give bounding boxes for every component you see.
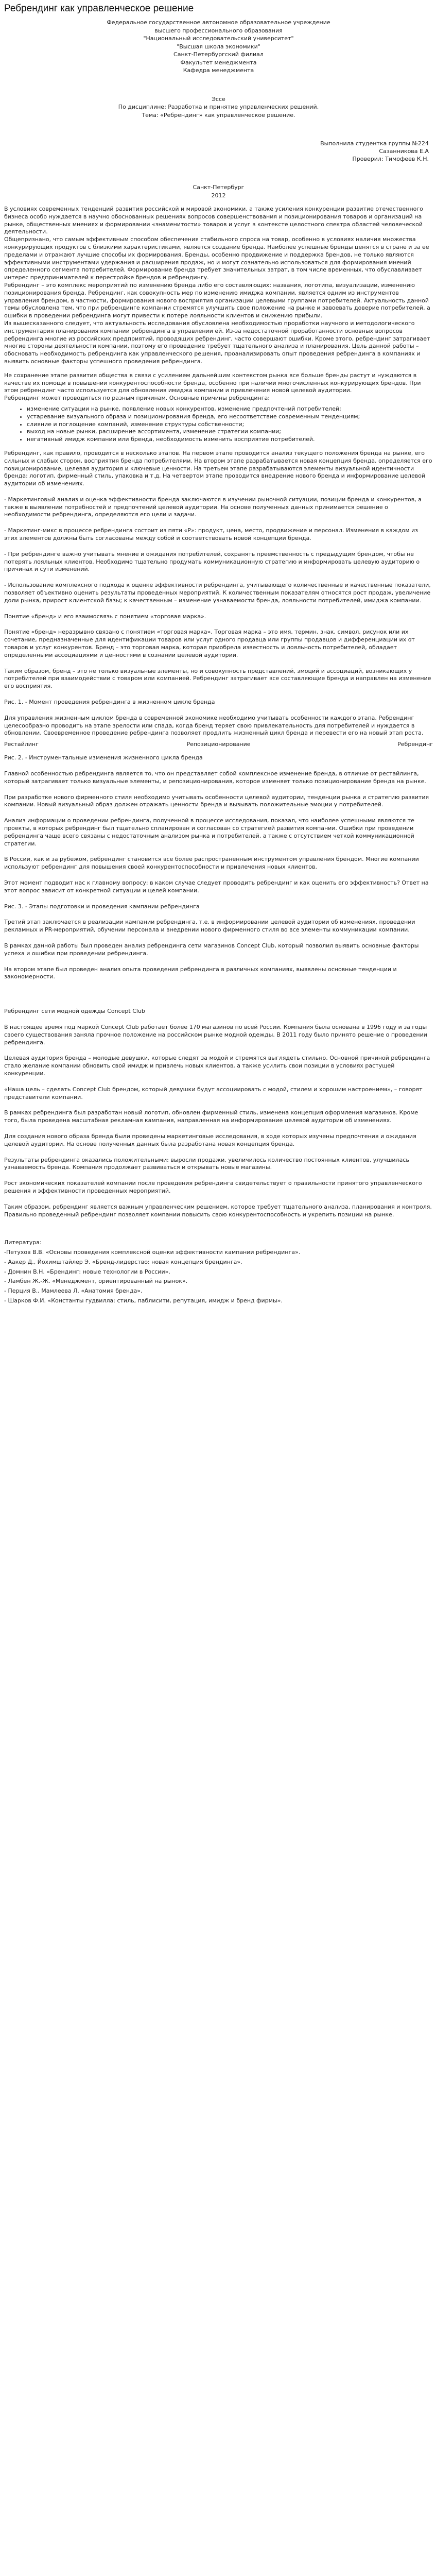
header-line: "Высшая школа экономики" xyxy=(177,43,260,50)
reference-item: - Ламбен Ж.-Ж. «Менеджмент, ориентированный на рынок». xyxy=(4,1278,188,1285)
essay-heading xyxy=(4,95,433,120)
paragraph: Целевая аудитория бренда – молодые девушки, которые следят за модой и стремятся выглядеть стильно. Основной причиной ребрендинга стало желание компании обновить свой имидж и привлечь новых клиентов, а также усилить свои позиции в условиях растущей конкуренции. xyxy=(4,1055,430,1077)
topic: Тема: «Ребрендинг» как управленческое решение. xyxy=(142,111,295,118)
header-line: Факультет менеджмента xyxy=(180,59,257,66)
city-year xyxy=(4,183,433,199)
figure-caption: Рис. 3. - Этапы подготовки и проведения кампании ребрендинга xyxy=(4,903,200,910)
header-line: Кафедра менеджмента xyxy=(183,67,254,74)
paragraph: Результаты ребрендинга оказались положительными: выросли продажи, увеличилось количество постоянных клиентов, улучшилась узнаваемость бренда. Компания продолжает развиваться и открывать новые магазины. xyxy=(4,1156,409,1171)
paragraph: - Использование комплексного подхода к оценке эффективности ребрендинга, учитывающего количественные и качественные показатели, позволяет объективно оценить результаты проведенных мероприятий. К количественным показателям относятся рост продаж, увеличение доли рынка, прирост клиентской базы; к качественным – изменение узнаваемости бренда, лояльности потребителей, имиджа компании. xyxy=(4,582,431,604)
header-line: Санкт-Петербургский филиал xyxy=(173,51,264,58)
main-section xyxy=(4,450,433,737)
list-item: • изменение ситуации на рынке, появление новых конкурентов, изменение предпочтений потребителей; xyxy=(27,405,433,413)
stages-table-header xyxy=(4,740,433,748)
author-line: Сазанникова Е.А xyxy=(379,148,429,155)
section-heading: Понятие «бренд» и его взаимосвязь с понятием «торговая марка». xyxy=(4,613,206,620)
paragraph: Третий этап заключается в реализации кампании ребрендинга, т.е. в информировании целевой аудитории об изменениях, проведении рекламных и PR-мероприятий, обучении персонала и внедрении нового фирменного стиля во все элементы коммуникации компании. xyxy=(4,919,415,934)
paragraph: Для управления жизненным циклом бренда в современной экономике необходимо учитывать особенности каждого этапа. Ребрендинг целесообразно проводить на этапе зрелости или спада, когда бренд теряет свою привлекательность для потребителей и нуждается в обновлении. Своевременное проведение ребрендинга позволяет продлить жизненный цикл бренда и перевести его на новый этап роста. xyxy=(4,714,424,737)
header-line: Федеральное государственное автономное образовательное учреждение xyxy=(107,19,330,26)
figure-caption: Рис. 2. - Инструментальные изменения жизненного цикла бренда xyxy=(4,754,203,761)
paragraph: Таким образом, бренд – это не только визуальные элементы, но и совокупность представлений, эмоций и ассоциаций, возникающих у потребителей при взаимодействии с товаром или компанией. Ребрендинг затрагивает все составляющие бренда и направлен на изменение его восприятия. xyxy=(4,667,431,690)
paragraph: В рамках ребрендинга был разработан новый логотип, обновлен фирменный стиль, изменена концепция оформления магазинов. Кроме того, была проведена масштабная рекламная кампания, направленная на информирование целевой аудитории об изменениях. xyxy=(4,1109,418,1124)
paragraph: Из вышесказанного следует, что актуальность исследования обусловлена необходимостью проработки научного и методологического инструментария планирования компании ребрендинга в управлении ей. Из-за недостаточной проработанности основных вопросов ребрендинга многие из российских предприятий, проводящих ребрендинг, часто совершают ошибки. Кроме этого, ребрендинг затрагивает многие стороны деятельности компании, поэтому его проведение требует тщательного анализа и планирования. Цель данной работы – обосновать необходимость ребрендинга как управленческого решения, проанализировать опыт проведения ребрендинга в компаниях и выявить основные факторы успешного проведения ребрендинга. xyxy=(4,319,430,365)
institution-header xyxy=(4,19,433,75)
paragraph: Для создания нового образа бренда были проведены маркетинговые исследования, в ходе которых изучены предпочтения и ожидания целевой аудитории. На основе полученных данных была разработана новая концепция бренда. xyxy=(4,1132,416,1147)
paragraph: Не сохранение этапе развития общества в связи с усилением дальнейшим контекстом рынка все больше бренды растут и нуждаются в качестве их помощи в повышении конкурентоспособности бренда, особенно при наличии многочисленных конкурирующих брендов. При этом ребрендинг часто используется для обновления имиджа компании и привлечения новой целевой аудитории. xyxy=(4,371,421,394)
paragraph: - Маркетинговый анализ и оценка эффективности бренда заключаются в изучении рыночной ситуации, позиции бренда и конкурентов, а также в выявлении потребностей и предпочтений целевой аудитории. На основе полученных данных принимается решение о необходимости ребрендинга, определяются его цели и задачи. xyxy=(4,496,422,518)
references-heading: Литература: xyxy=(4,1239,42,1246)
paragraph: При разработке нового фирменного стиля необходимо учитывать особенности целевой аудитории, тенденции рынка и стратегию развития компании. Новый визуальный образ должен отражать ценности бренда и вызывать положительные эмоции у потребителей. xyxy=(4,793,429,808)
paragraph: Рост экономических показателей компании после проведения ребрендинга свидетельствует о правильности принятого управленческого решения и эффективности проведенных мероприятий. xyxy=(4,1180,422,1194)
references-section xyxy=(4,1239,433,1305)
paragraph: - При ребрендинге важно учитывать мнение и ожидания потребителей, сохранять преемственность с предыдущим брендом, чтобы не потерять лояльных клиентов. Необходимо тщательно продумать коммуникационную стратегию и информировать целевую аудиторию о причинах и сути изменений. xyxy=(4,550,420,573)
paragraph: «Наша цель – сделать Concept Club брендом, который девушки будут ассоциировать с модой, стилем и хорошим настроением», – говорят представители компании. xyxy=(4,1086,423,1100)
paragraph: Ребрендинг может проводиться по разным причинам. Основные причины ребрендинга: xyxy=(4,395,270,402)
paragraph: Главной особенностью ребрендинга является то, что он представляет собой комплексное изменение бренда, в отличие от рестайлинга, который затрагивает только визуальные элементы, и репозиционирования, которое изменяет только позиционирование бренда на рынке. xyxy=(4,770,426,785)
paragraph: В условиях современных тенденций развития российской и мировой экономики, а также усиления конкуренции развитие отечественного бизнеса особо нуждается в научно обоснованных решениях вопросов совершенствования и позиционирования товаров и организаций на рынке, общественных мнениях и формировании «знаменитости» товаров и услуг в контексте целостного спектра областей человеческой деятельности. xyxy=(4,206,423,235)
paragraph: Этот момент подводит нас к главному вопросу: в каком случае следует проводить ребрендинг и как оценить его эффективность? Ответ на этот вопрос зависит от конкретной ситуации и целей компании. xyxy=(4,879,429,894)
paragraph: Ребрендинг, как правило, проводится в несколько этапов. На первом этапе проводится анализ текущего положения бренда на рынке, его сильных и слабых сторон, восприятия бренда потребителями. На втором этапе разрабатывается новая концепция бренда, определяется его позиционирование, целевая аудитория и ключевые ценности. На третьем этапе разрабатываются элементы визуальной идентичности бренда: логотип, фирменный стиль, упаковка и т.д. На четвертом этапе проводится внедрение нового бренда и информирование целевой аудитории об изменениях. xyxy=(4,449,432,487)
table-header-cell: Ребрендинг xyxy=(397,741,433,748)
paragraph: В России, как и за рубежом, ребрендинг становится все более распространенным инструментом управления брендом. Многие компании используют ребрендинг для повышения своей конкурентоспособности и привлечения новых клиентов. xyxy=(4,856,419,871)
reasons-list xyxy=(4,405,433,444)
reference-item: - Шарков Ф.И. «Константы гудвилла: стиль, паблисити, репутация, имидж и бренд фирмы». xyxy=(4,1297,283,1304)
paragraph: В настоящее время под маркой Concept Club работает более 170 магазинов по всей России. Компания была основана в 1996 году и за годы своего существования заняла прочное положение на российском рынке модной одежды. В 2011 году было принято решение о проведении ребрендинга. xyxy=(4,1023,427,1046)
author-line: Выполнила студентка группы №224 xyxy=(320,140,429,147)
header-line: "Национальный исследовательский университет" xyxy=(143,35,294,42)
paragraph: Анализ информации о проведении ребрендинга, полученной в процессе исследования, показал, что наиболее успешными являются те проекты, в которых ребрендинг был тщательно спланирован и согласован со стратегией развития компании. Ошибки при проведении ребрендинга чаще всего связаны с недостаточным анализом рынка и потребителей, а также с отсутствием четкой коммуникационной стратегии. xyxy=(4,817,414,847)
section-heading: Ребрендинг сети модной одежды Concept Club xyxy=(4,1008,145,1015)
case-section xyxy=(4,1008,433,1218)
paragraph: На втором этапе был проведен анализ опыта проведения ребрендинга в различных компаниях, выявлены основные тенденции и закономерности. xyxy=(4,965,397,980)
paragraph: Ребрендинг – это комплекс мероприятий по изменению бренда либо его составляющих: названия, логотипа, визуализации, изменению позиционирования бренда. Ребрендинг, как совокупность мер по изменению имиджа компании, является одним из инструментов управления брендом, в частности, формирования нового восприятия организации целевыми группами потребителей. Актуальность данной темы обусловлена тем, что при ребрендинге компании стремятся улучшить свое положение на рынке и завоевать доверие потребителей, а ошибки в проведении ребрендинга могут привести к потере лояльности клиентов и снижению прибыли. xyxy=(4,281,430,319)
table-header-cell: Репозиционирование xyxy=(186,741,251,748)
list-item: • устаревание визуального образа и позиционирования бренда, его несоответствие современным тенденциям; xyxy=(27,413,433,421)
reference-item: - Перция В., Мамлеева Л. «Анатомия бренда». xyxy=(4,1287,143,1295)
header-line: высшего профессионального образования xyxy=(154,27,283,34)
after-table-section xyxy=(4,754,433,981)
page-title: Ребрендинг как управленческое решение xyxy=(4,3,194,14)
discipline: По дисциплине: Разработка и принятие управленческих решений. xyxy=(118,104,319,110)
paragraph: - Маркетинг-микс в процессе ребрендинга состоит из пяти «P»: продукт, цена, место, продвижение и персонал. Изменения в каждом из этих элементов должны быть согласованы между собой и соответствовать новой концепции бренда. xyxy=(4,527,418,542)
list-item: • слияние и поглощение компаний, изменение структуры собственности; xyxy=(27,421,433,429)
table-header-cell: Рестайлинг xyxy=(4,741,39,748)
doc-type: Эссе xyxy=(212,95,225,103)
city: Санкт-Петербург xyxy=(193,184,245,191)
reference-item: - Аакер Д., Йохимштайлер Э. «Бренд-лидерство: новая концепция брендинга». xyxy=(4,1258,242,1265)
paragraph: В рамках данной работы был проведен анализ ребрендинга сети магазинов Concept Club, который позволил выявить основные факторы успеха и ошибки при проведении ребрендинга. xyxy=(4,942,419,957)
paragraph: Понятие «бренд» неразрывно связано с понятием «торговая марка». Торговая марка – это имя, термин, знак, символ, рисунок или их сочетание, предназначенные для идентификации товаров или услуг одного продавца или группы продавцов и дифференциации их от товаров и услуг конкурентов. Бренд – это торговая марка, которая приобрела известность и лояльность потребителей, обладает определенными ассоциациями и ценностями в сознании целевой аудитории. xyxy=(4,629,415,658)
figure-caption: Рис. 1. - Момент проведения ребрендинга в жизненном цикле бренда xyxy=(4,699,215,706)
paragraph: Таким образом, ребрендинг является важным управленческим решением, которое требует тщательного анализа, планирования и контроля. Правильно проведенный ребрендинг позволяет компании повысить свою конкурентоспособность и укрепить позиции на рынке. xyxy=(4,1203,432,1218)
author-line: Проверил: Тимофеев К.Н. xyxy=(352,156,429,162)
reference-item: -Петухов В.В. «Основы проведения комплексной оценки эффективности кампании ребрендинга». xyxy=(4,1249,301,1256)
paragraph: Общепризнано, что самым эффективным способом обеспечения стабильного спроса на товар, особенно в условиях наличия множества конкурирующих продуктов с близкими характеристиками, является создание бренда. Наиболее успешные бренды ценятся в стране и за ее пределами и отражают лучшие способы их формирования. Бренды, особенно продвижение и поддержка брендов, не только являются эффективными инструментами удержания и расширения продаж, но и могут сознательно использоваться для формирования мнений определенного сегмента потребителей. Формирование бренда требует значительных затрат, в том числе временных, что обуславливает интерес предпринимателей к перестройке брендов и ребрендингу. xyxy=(4,236,429,281)
year: 2012 xyxy=(211,192,226,199)
reasons-section xyxy=(4,372,433,444)
list-item: • негативный имидж компании или бренда, необходимость изменить восприятие потребителей. xyxy=(27,436,433,444)
author-block xyxy=(4,140,433,163)
list-item: • выход на новые рынки, расширение ассортимента, изменение стратегии компании; xyxy=(27,428,433,436)
reference-item: - Домнин В.Н. «Брендинг: новые технологии в России». xyxy=(4,1268,170,1275)
intro-section xyxy=(4,206,433,366)
